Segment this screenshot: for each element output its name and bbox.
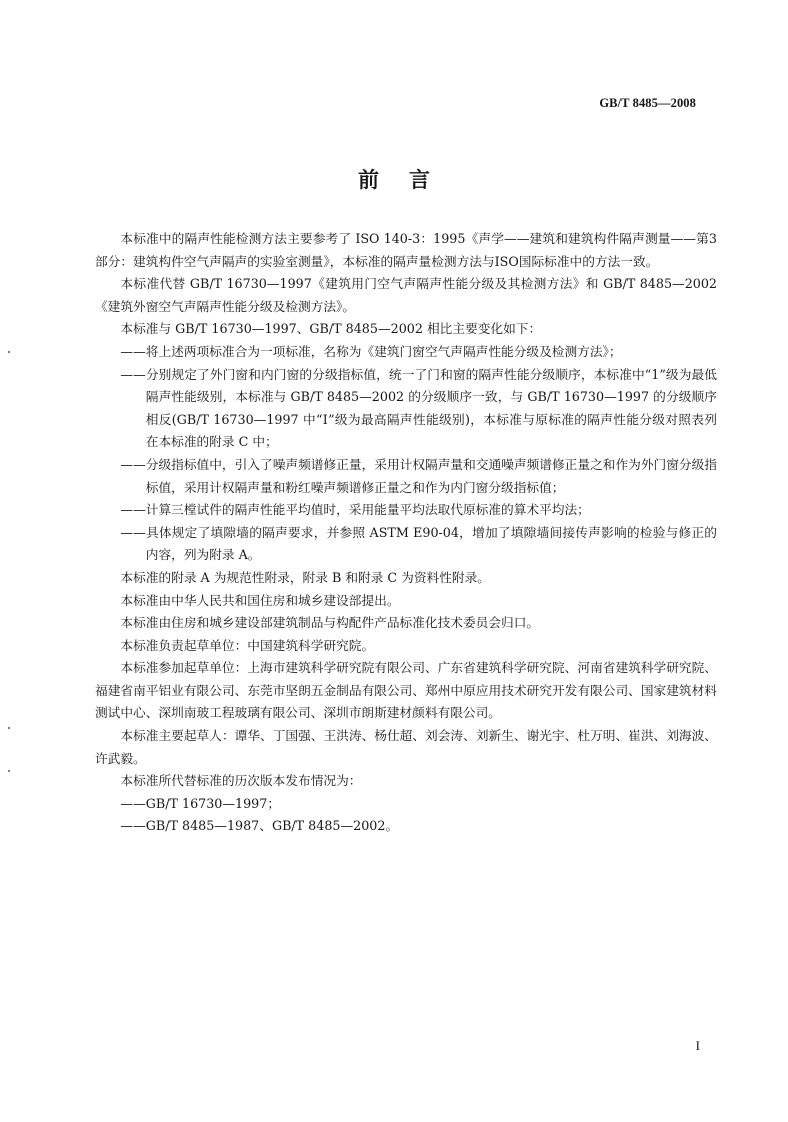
history-list (95, 793, 717, 838)
list-item: ——GB/T 8485—1987、GB/T 8485—2002。 (120, 818, 399, 834)
list-item: ——分级指标值中，引入了噪声频谱修正量，采用计权隔声量和交通噪声频谱修正量之和作为外门窗分级指标值，采用计权隔声量和粉红噪声频谱修正量之和作为内门窗分级指标值； (120, 456, 717, 495)
paragraph-proposer: 本标准由中华人民共和国住房和城乡建设部提出。 (120, 592, 400, 608)
paragraph-annex-types: 本标准的附录 A 为规范性附录，附录 B 和附录 C 为资料性附录。 (120, 569, 490, 585)
standard-code-header: GB/T 8485—2008 (599, 96, 696, 110)
paragraph-lead-drafter: 本标准负责起草单位：中国建筑科学研究院。 (120, 637, 375, 653)
paragraph-participating-drafters: 本标准参加起草单位：上海市建筑科学研究院有限公司、广东省建筑科学研究院、河南省建筑科学研究院、福建省南平铝业有限公司、东莞市坚朗五金制品有限公司、郑州中原应用技术研究开发有限公司、国家建筑材料测试中心、深圳南玻工程玻璃有限公司、深圳市朗斯建材颜料有限公司。 (95, 660, 717, 721)
foreword-body (95, 228, 717, 838)
scan-speck (8, 351, 10, 353)
list-item: ——分别规定了外门窗和内门窗的分级指标值，统一了门和窗的隔声性能分级顺序，本标准中“1”级为最低隔声性能级别，本标准与 GB/T 8485—2002 的分级顺序一致，与 GB/T 16730—1997 的分级顺序相反(GB/T 16730—1997 中“Ⅰ”级为最高隔声性能级别)，本标准与原标准的隔声性能分级对照表列在本标准的附录 C 中； (120, 366, 717, 450)
list-item: ——具体规定了填隙墙的隔声要求，并参照 ASTM E90-04，增加了填隙墙间接传声影响的检验与修正的内容，列为附录 A。 (120, 524, 717, 563)
paragraph-committee: 本标准由住房和城乡建设部建筑制品与构配件产品标准化技术委员会归口。 (120, 615, 540, 631)
page-title: 前言 (358, 168, 460, 192)
paragraph-main-drafters: 本标准主要起草人：谭华、丁国强、王洪涛、杨仕超、刘会涛、刘新生、谢光宇、杜万明、崔洪、刘海波、许武毅。 (95, 728, 717, 766)
list-item: ——计算三樘试件的隔声性能平均值时，采用能量平均法取代原标准的算术平均法； (120, 502, 590, 518)
paragraph-changes-intro: 本标准与 GB/T 16730—1997、GB/T 8485—2002 相比主要变化如下： (120, 321, 542, 337)
scan-speck (8, 727, 10, 729)
paragraph-history-intro: 本标准所代替标准的历次版本发布情况为： (120, 773, 362, 789)
list-item: ——GB/T 16730—1997； (120, 795, 281, 811)
list-item: ——将上述两项标准合为一项标准，名称为《建筑门窗空气声隔声性能分级及检测方法》； (120, 343, 622, 359)
page-number: I (695, 1038, 700, 1053)
scan-speck (8, 770, 10, 772)
changes-list (95, 341, 717, 567)
paragraph-reference-iso: 本标准中的隔声性能检测方法主要参考了 ISO 140-3：1995《声学——建筑和建筑构件隔声测量——第3部分：建筑构件空气声隔声的实验室测量》，本标准的隔声量检测方法与ISO国际标准中的方法一致。 (95, 231, 717, 269)
paragraph-replacement: 本标准代替 GB/T 16730—1997《建筑用门空气声隔声性能分级及其检测方法》和 GB/T 8485—2002《建筑外窗空气声隔声性能分级及检测方法》。 (95, 276, 717, 314)
